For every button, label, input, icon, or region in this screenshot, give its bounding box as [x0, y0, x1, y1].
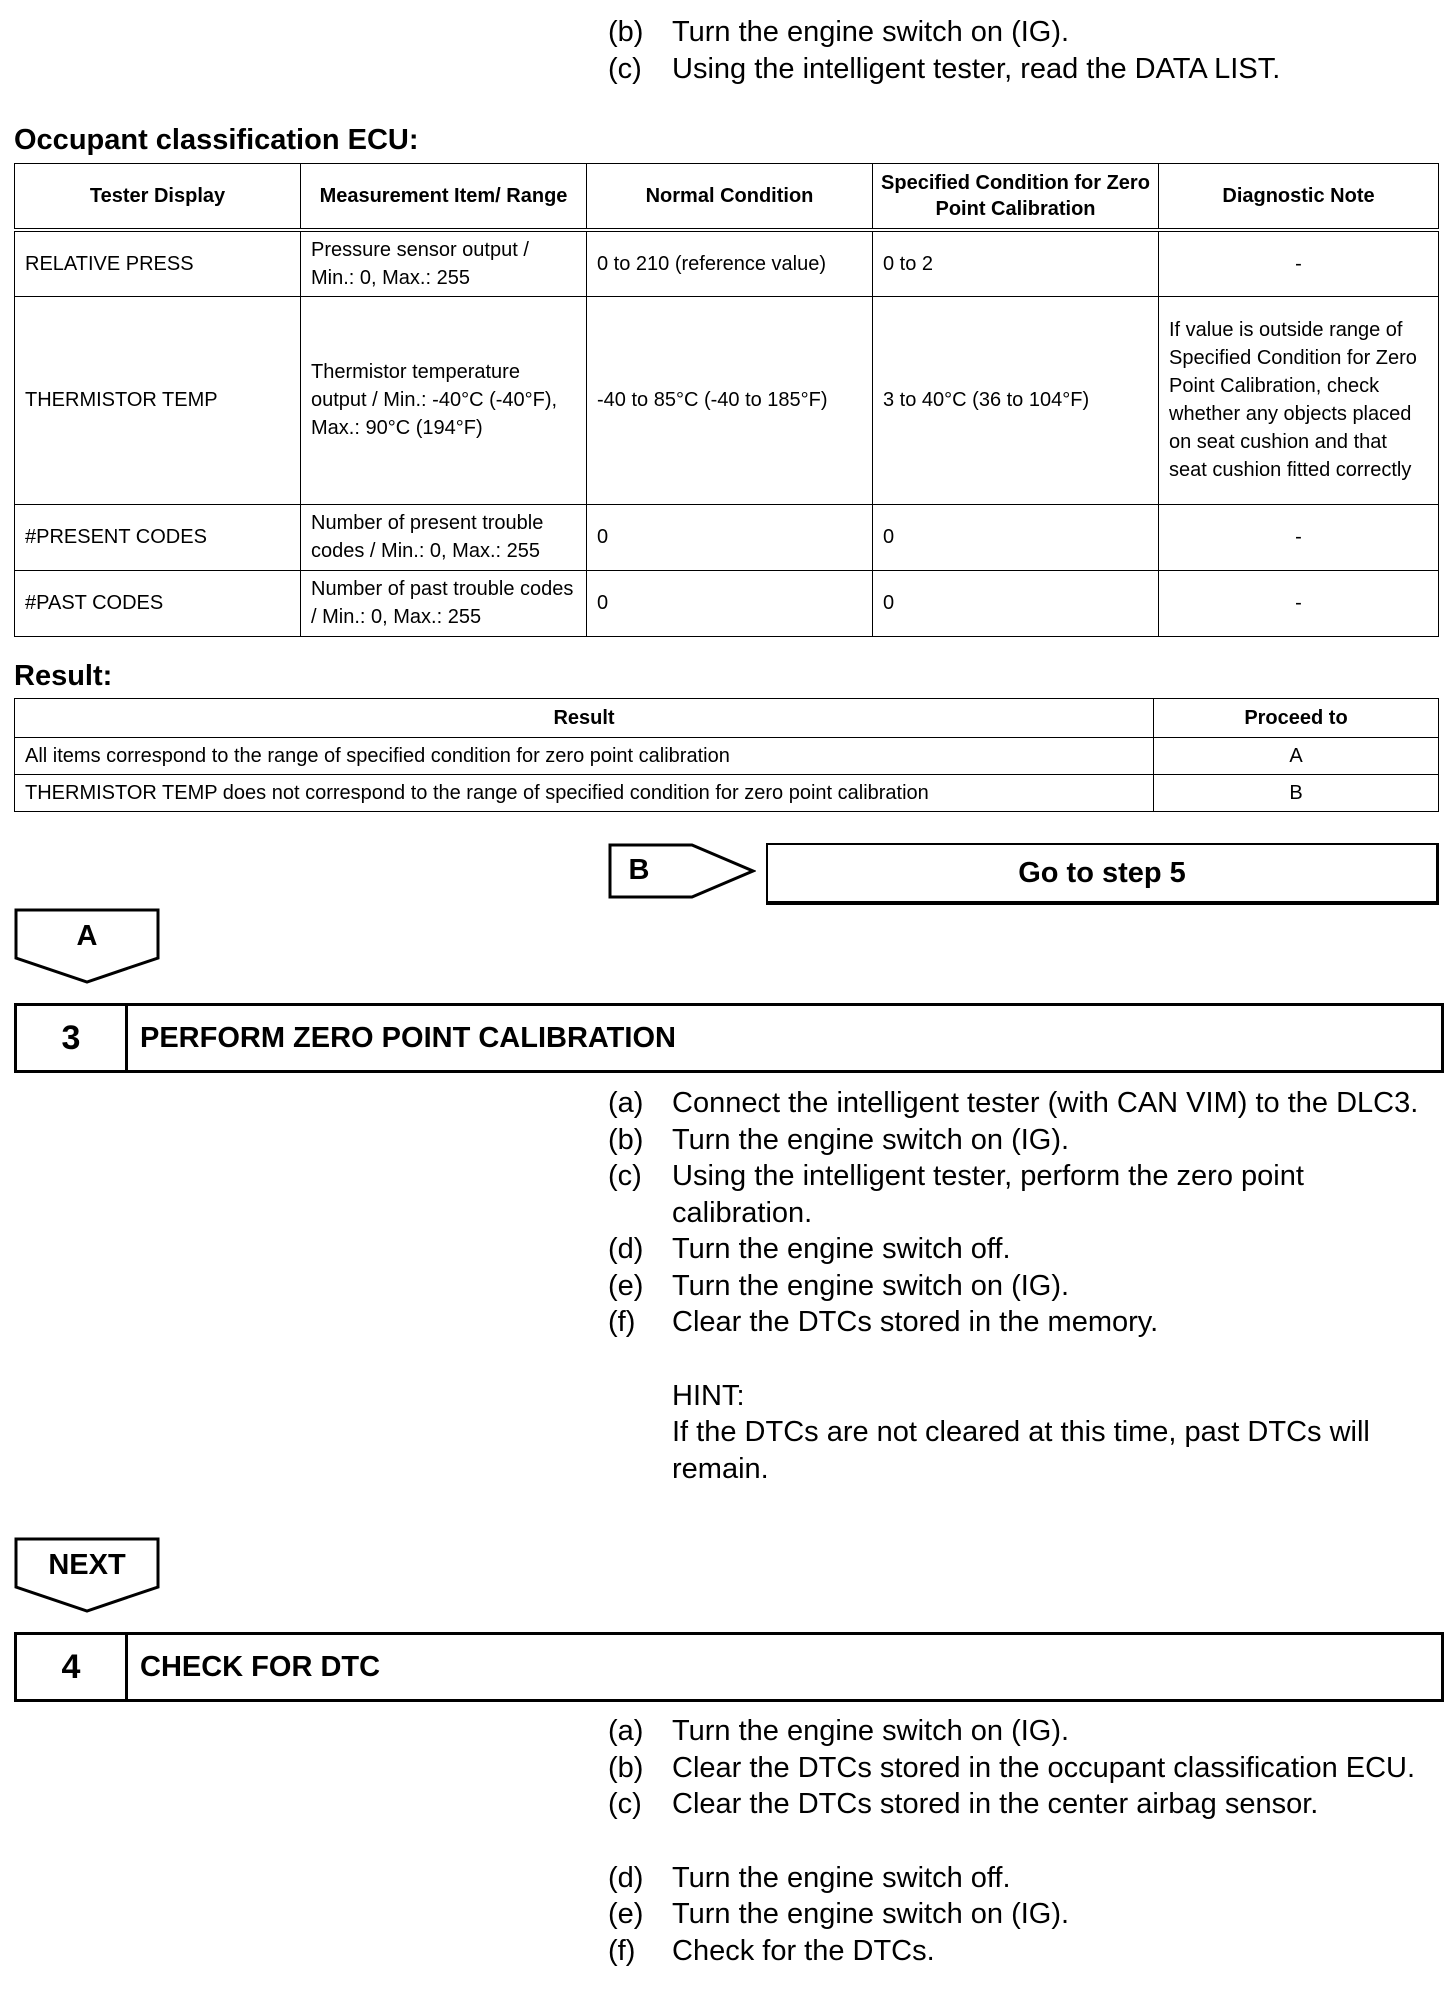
result-table: [14, 698, 1439, 812]
result-heading: Result:: [14, 660, 113, 692]
table-cell: Number of present trouble codes / Min.: 0, Max.: 255: [301, 504, 587, 570]
table-cell: Thermistor temperature output / Min.: -40°C (-40°F), Max.: 90°C (194°F): [301, 296, 587, 504]
column-header: Diagnostic Note: [1159, 164, 1439, 231]
table-cell: All items correspond to the range of specified condition for zero point calibration: [15, 738, 1154, 775]
table-cell: 3 to 40°C (36 to 104°F): [873, 296, 1159, 504]
step-item: (c) Clear the DTCs stored in the center airbag sensor.: [608, 1788, 1319, 1820]
table-row: [15, 230, 1439, 296]
table-cell: RELATIVE PRESS: [15, 230, 301, 296]
table-row: [15, 738, 1439, 775]
table-cell: -: [1159, 504, 1439, 570]
ecu-heading: Occupant classification ECU:: [14, 124, 419, 156]
hint-label: HINT:: [672, 1379, 745, 1412]
step-3-instructions: [608, 1085, 1438, 1487]
table-row: [15, 775, 1439, 812]
table-cell: 0 to 2: [873, 230, 1159, 296]
column-header: Normal Condition: [587, 164, 873, 231]
table-cell: 0: [873, 504, 1159, 570]
column-header: Proceed to: [1154, 699, 1439, 738]
table-cell: A: [1154, 738, 1439, 775]
next-label: NEXT: [48, 1549, 126, 1581]
table-cell: -: [1159, 570, 1439, 636]
table-cell: 0: [873, 570, 1159, 636]
step-item: (c) Using the intelligent tester, perform the zero point calibration.: [608, 1160, 1304, 1229]
table-cell: If value is outside range of Specified Condition for Zero Point Calibration, check whether any objects placed on seat cushion and that seat cushion fitted correctly: [1159, 296, 1439, 504]
step-item: (b) Turn the engine switch on (IG).: [608, 16, 1070, 48]
table-cell: Number of past trouble codes / Min.: 0, Max.: 255: [301, 570, 587, 636]
column-header: Specified Condition for Zero Point Calibration: [873, 164, 1159, 231]
step-title: CHECK FOR DTC: [140, 1651, 381, 1683]
column-header: Measurement Item/ Range: [301, 164, 587, 231]
hint-text: If the DTCs are not cleared at this time, past DTCs will remain.: [672, 1416, 1370, 1485]
go-to-step-box: Go to step 5: [766, 843, 1439, 905]
step-item: (c) Using the intelligent tester, read the DATA LIST.: [608, 52, 1281, 85]
table-cell: B: [1154, 775, 1439, 812]
table-header-row: [15, 164, 1439, 231]
table-row: [15, 504, 1439, 570]
hint-block: [608, 1378, 1438, 1488]
step-4-header: [14, 1632, 1444, 1702]
step-item: (b) Clear the DTCs stored in the occupant classification ECU.: [608, 1751, 1416, 1784]
step-title: PERFORM ZERO POINT CALIBRATION: [140, 1022, 676, 1054]
step-4-instructions: [608, 1713, 1438, 1969]
table-cell: THERMISTOR TEMP: [15, 296, 301, 504]
table-cell: #PRESENT CODES: [15, 504, 301, 570]
table-cell: 0: [587, 570, 873, 636]
step-item: (a) Turn the engine switch on (IG).: [608, 1715, 1070, 1747]
next-arrow: [14, 1537, 160, 1613]
table-cell: -: [1159, 230, 1439, 296]
step-item: (e) Turn the engine switch on (IG).: [608, 1898, 1070, 1930]
step-item: (d) Turn the engine switch off.: [608, 1861, 1011, 1894]
table-row: [15, 570, 1439, 636]
top-steps: [608, 14, 1438, 87]
table-row: [15, 296, 1439, 504]
branch-a-label: A: [76, 920, 98, 952]
branch-b-arrow: [608, 843, 756, 899]
table-cell: -40 to 85°C (-40 to 185°F): [587, 296, 873, 504]
step-item: (a) Connect the intelligent tester (with CAN VIM) to the DLC3.: [608, 1087, 1419, 1119]
table-cell: 0: [587, 504, 873, 570]
table-cell: THERMISTOR TEMP does not correspond to the range of specified condition for zero point calibration: [15, 775, 1154, 812]
step-item: (f) Clear the DTCs stored in the memory.: [608, 1306, 1159, 1338]
branch-a-arrow: [14, 908, 160, 984]
table-cell: #PAST CODES: [15, 570, 301, 636]
table-cell: 0 to 210 (reference value): [587, 230, 873, 296]
step-number: 3: [17, 1006, 128, 1070]
column-header: Result: [15, 699, 1154, 738]
column-header: Tester Display: [15, 164, 301, 231]
table-cell: Pressure sensor output / Min.: 0, Max.: 255: [301, 230, 587, 296]
step-item: (d) Turn the engine switch off.: [608, 1233, 1011, 1265]
step-item: (e) Turn the engine switch on (IG).: [608, 1269, 1070, 1302]
step-3-header: [14, 1003, 1444, 1073]
branch-b-label: B: [628, 854, 650, 886]
step-item: (f) Check for the DTCs.: [608, 1934, 935, 1967]
table-header-row: [15, 699, 1439, 738]
step-number: 4: [17, 1635, 128, 1699]
data-list-table: [14, 163, 1439, 637]
step-item: (b) Turn the engine switch on (IG).: [608, 1123, 1070, 1156]
